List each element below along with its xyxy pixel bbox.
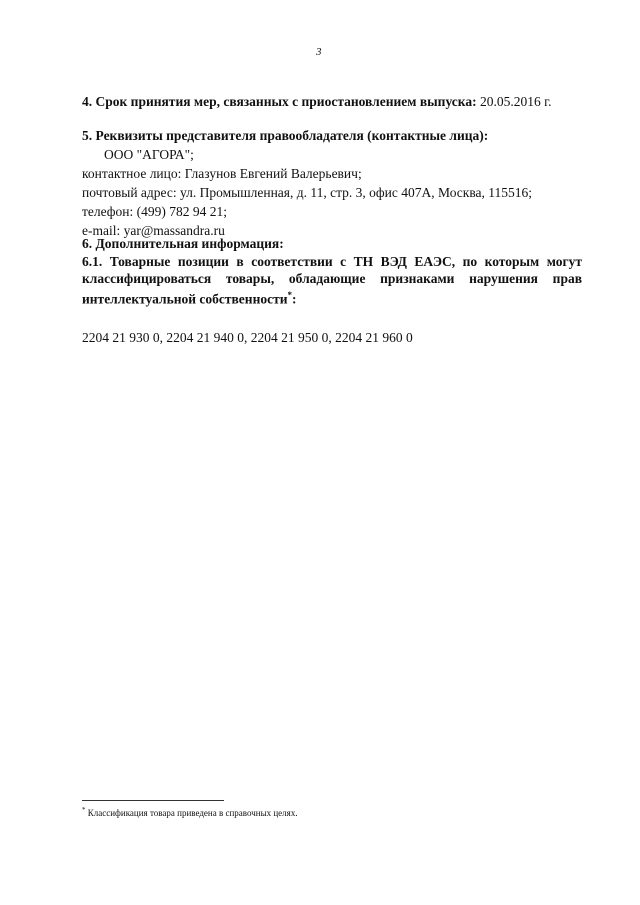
tariff-codes: 2204 21 930 0, 2204 21 940 0, 2204 21 950 0, 2204 21 960 0: [82, 330, 413, 345]
email-address: e-mail: yar@massandra.ru: [82, 223, 225, 238]
section-5: [82, 126, 582, 240]
section-4: [82, 92, 582, 111]
page-number: 3: [316, 46, 322, 58]
section-6: [82, 234, 582, 308]
contact-person: контактное лицо: Глазунов Евгений Валерьевич;: [82, 166, 362, 181]
organization-name: ООО "АГОРА";: [104, 147, 194, 162]
footnote-text: Классификация товара приведена в справочных целях.: [85, 808, 298, 818]
section-6-heading: 6. Дополнительная информация:: [82, 236, 284, 251]
section-6-1-subheading: [82, 253, 582, 308]
footnote-reference: *: [287, 290, 292, 300]
section-6-1-colon: :: [292, 291, 297, 307]
section-4-heading: 4. Срок принятия мер, связанных с приостановлением выпуска:: [82, 94, 477, 109]
postal-address: почтовый адрес: ул. Промышленная, д. 11, стр. 3, офис 407А, Москва, 115516;: [82, 185, 533, 200]
footnote-divider: [82, 800, 224, 801]
footnote: [82, 806, 298, 818]
section-6-1-text: 6.1. Товарные позиции в соответствии с ТН ВЭД ЕАЭС, по которым могут классифицироваться товары, обладающие признаками нарушения прав интеллектуальной собственности: [82, 254, 582, 307]
footnote-marker: *: [82, 806, 86, 814]
phone-number: телефон: (499) 782 94 21;: [82, 204, 227, 219]
section-4-deadline-value: 20.05.2016 г.: [480, 94, 552, 109]
section-5-heading: 5. Реквизиты представителя правообладателя (контактные лица):: [82, 128, 489, 143]
